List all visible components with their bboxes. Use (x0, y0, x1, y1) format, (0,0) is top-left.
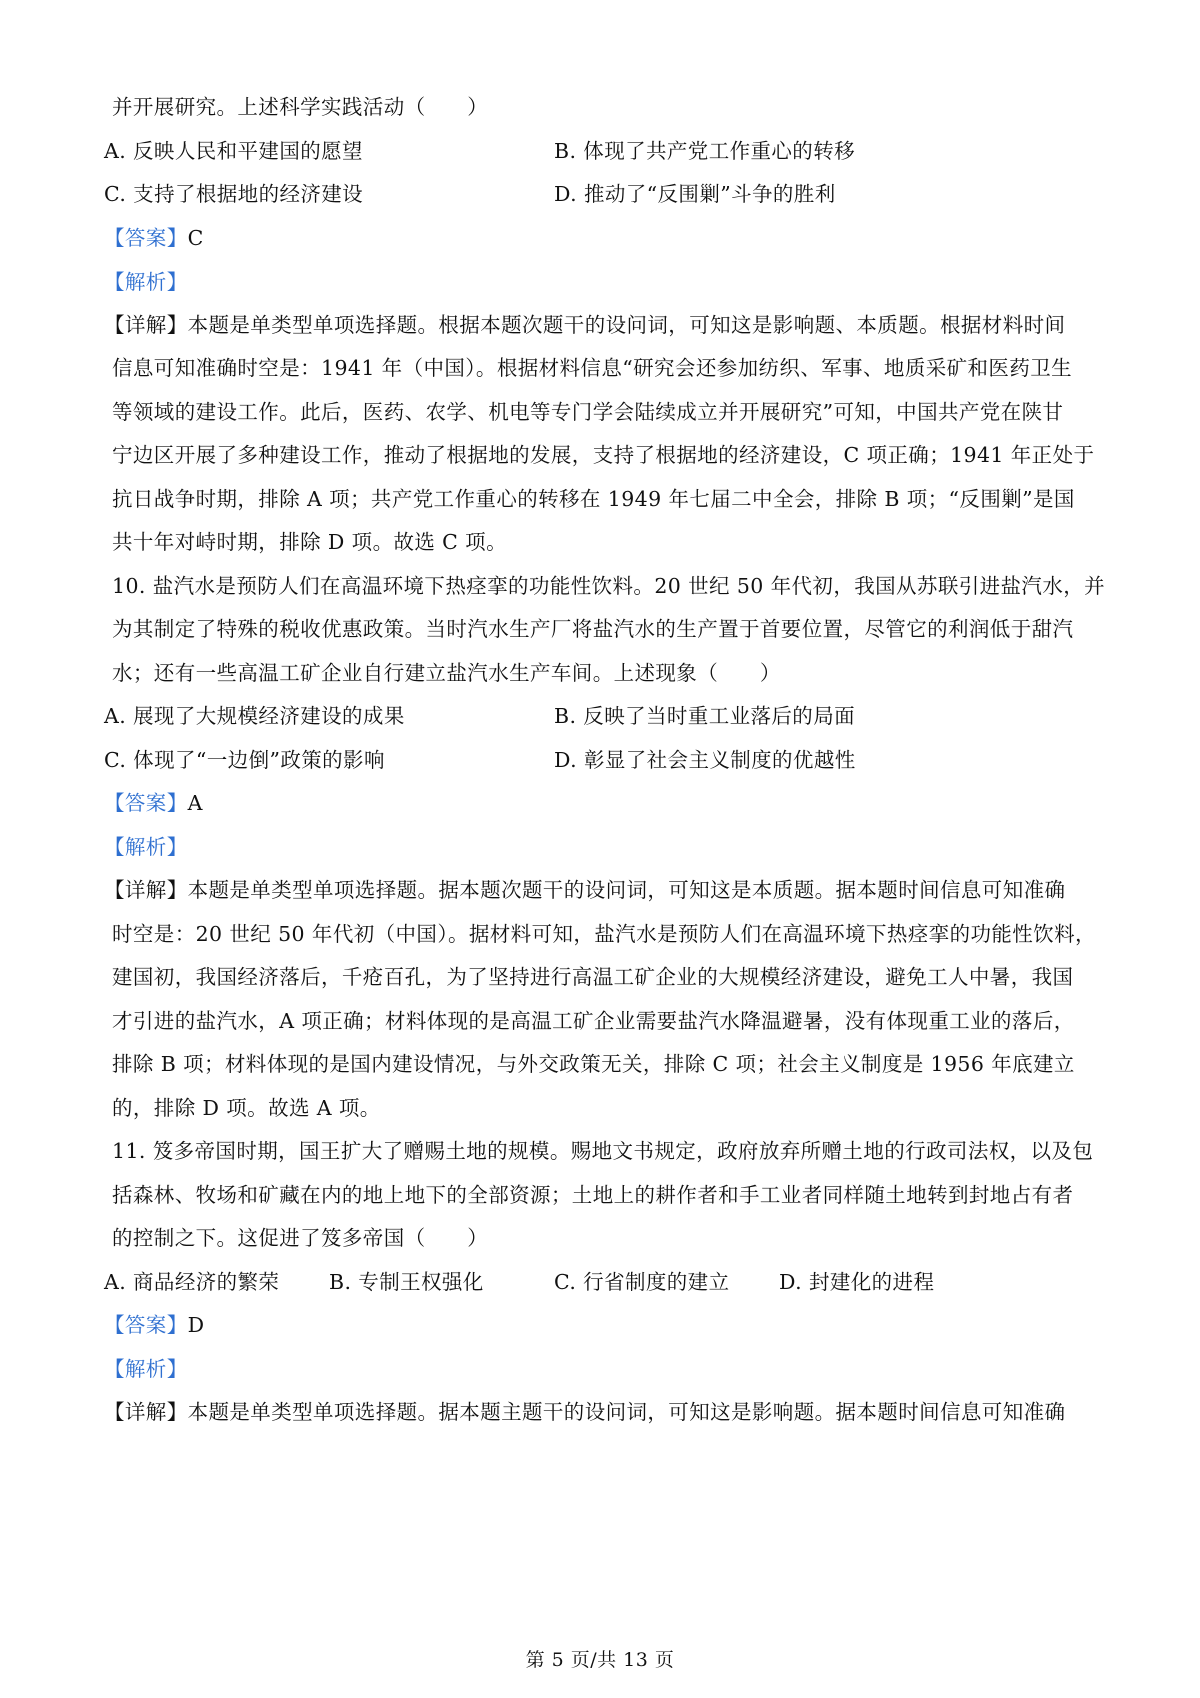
q9-stem-end: 并开展研究。上述科学实践活动（ ） (112, 95, 489, 119)
q9-answer (104, 223, 1094, 253)
q11-detail-line: 【详解】本题是单类型单项选择题。据本题主题干的设问词，可知这是影响题。据本题时间信息可知准确 (104, 1400, 1066, 1424)
q10-stem-line: 水；还有一些高温工矿企业自行建立盐汽水生产车间。上述现象（ ） (112, 661, 781, 685)
q9-detail-line: 抗日战争时期，排除 A 项；共产党工作重心的转移在 1949 年七届二中全会，排除 B 项；“反围剿”是国 (112, 487, 1075, 511)
q11-option-b: B. 专制王权强化 (329, 1270, 484, 1294)
q11-stem-line: 的控制之下。这促进了笈多帝国（ ） (112, 1226, 489, 1250)
q11-option-c: C. 行省制度的建立 (554, 1270, 730, 1294)
q10-stem-line: 10. 盐汽水是预防人们在高温环境下热痉挛的功能性饮料。20 世纪 50 年代初，我国从苏联引进盐汽水，并 (112, 574, 1106, 598)
q9-option-a: A. 反映人民和平建国的愿望 (104, 139, 363, 163)
q10-option-c: C. 体现了“一边倒”政策的影响 (104, 748, 385, 772)
q10-option-d: D. 彰显了社会主义制度的优越性 (554, 748, 856, 772)
q9-detail-line: 信息可知准确时空是：1941 年（中国）。根据材料信息“研究会还参加纺织、军事、地质采矿和医药卫生 (112, 356, 1073, 380)
q9-answer-value: C (187, 226, 204, 250)
q11-stem-line: 11. 笈多帝国时期，国王扩大了赠赐土地的规模。赐地文书规定，政府放弃所赠土地的行政司法权，以及包 (112, 1139, 1094, 1163)
q11-stem-line: 括森林、牧场和矿藏在内的地上地下的全部资源；土地上的耕作者和手工业者同样随土地转到封地占有者 (112, 1183, 1074, 1207)
q11-answer (104, 1310, 1094, 1340)
page-number-footer: 第 5 页/共 13 页 (525, 1649, 675, 1671)
q9-option-b: B. 体现了共产党工作重心的转移 (554, 139, 855, 163)
q10-detail-line: 【详解】本题是单类型单项选择题。据本题次题干的设问词，可知这是本质题。据本题时间信息可知准确 (104, 878, 1066, 902)
q9-option-d: D. 推动了“反围剿”斗争的胜利 (554, 182, 836, 206)
q11-option-a: A. 商品经济的繁荣 (104, 1270, 280, 1294)
q10-analysis-tag: 【解析】 (104, 835, 188, 859)
q10-option-b: B. 反映了当时重工业落后的局面 (554, 704, 855, 728)
q9-answer-tag: 【答案】 (104, 226, 188, 250)
q9-option-c: C. 支持了根据地的经济建设 (104, 182, 364, 206)
q10-detail-line: 才引进的盐汽水，A 项正确；材料体现的是高温工矿企业需要盐汽水降温避暑，没有体现重工业的落后， (112, 1009, 1075, 1033)
q11-answer-value: D (187, 1313, 205, 1337)
q11-option-d: D. 封建化的进程 (779, 1270, 935, 1294)
q10-stem-line: 为其制定了特殊的税收优惠政策。当时汽水生产厂将盐汽水的生产置于首要位置，尽管它的利润低于甜汽 (112, 617, 1074, 641)
q10-detail-line: 的，排除 D 项。故选 A 项。 (112, 1096, 381, 1120)
q11-analysis-tag: 【解析】 (104, 1357, 188, 1381)
q10-answer-value: A (187, 791, 203, 815)
q10-option-a: A. 展现了大规模经济建设的成果 (104, 704, 405, 728)
q10-answer (104, 788, 1094, 818)
q10-detail-line: 建国初，我国经济落后，千疮百孔，为了坚持进行高温工矿企业的大规模经济建设，避免工人中暑，我国 (112, 965, 1074, 989)
q10-answer-tag: 【答案】 (104, 791, 188, 815)
q9-analysis-tag: 【解析】 (104, 270, 188, 294)
q9-detail-line: 【详解】本题是单类型单项选择题。根据本题次题干的设问词，可知这是影响题、本质题。根据材料时间 (104, 313, 1066, 337)
q9-detail-line: 等领域的建设工作。此后，医药、农学、机电等专门学会陆续成立并开展研究”可知，中国共产党在陕甘 (112, 400, 1064, 424)
q11-answer-tag: 【答案】 (104, 1313, 188, 1337)
q9-detail-line: 共十年对峙时期，排除 D 项。故选 C 项。 (112, 530, 507, 554)
q10-detail-line: 时空是：20 世纪 50 年代初（中国）。据材料可知，盐汽水是预防人们在高温环境下热痉挛的功能性饮料， (112, 922, 1096, 946)
q9-detail-line: 宁边区开展了多种建设工作，推动了根据地的发展，支持了根据地的经济建设，C 项正确；1941 年正处于 (112, 443, 1095, 467)
q10-detail-line: 排除 B 项；材料体现的是国内建设情况，与外交政策无关，排除 C 项；社会主义制度是 1956 年底建立 (112, 1052, 1075, 1076)
